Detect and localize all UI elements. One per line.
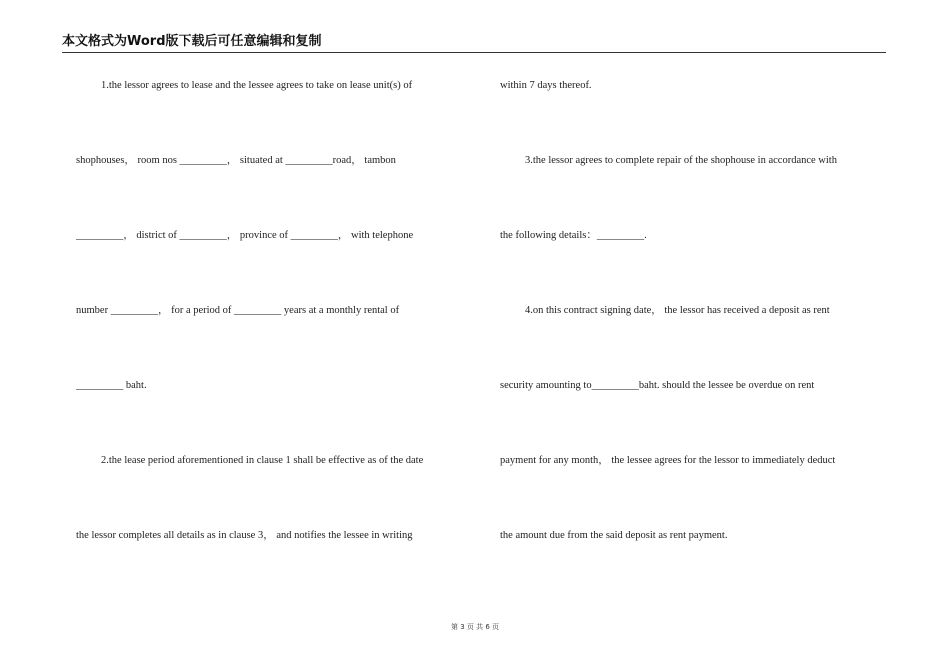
- page-header: [62, 34, 886, 53]
- clause-1-line-5: _________ baht.: [76, 380, 147, 391]
- clause-3-line-1: 3.the lessor agrees to complete repair of the shophouse in accordance with: [525, 155, 837, 166]
- clause-2-line-1: 2.the lease period aforementioned in clause 1 shall be effective as of the date: [101, 455, 424, 466]
- clause-4-line-2: security amounting to_________baht. should the lessee be overdue on rent: [500, 380, 815, 391]
- clause-1-line-2: shophouses， room nos _________， situated at _________road， tambon: [76, 155, 396, 166]
- clause-4-line-1: 4.on this contract signing date， the lessor has received a deposit as rent: [525, 305, 830, 316]
- clause-1-line-1: 1.the lessor agrees to lease and the lessee agrees to take on lease unit(s) of: [101, 80, 413, 91]
- header-title: 本文格式为Word版下载后可任意编辑和复制: [62, 34, 322, 49]
- clause-1-line-4: number _________， for a period of _________ years at a monthly rental of: [76, 305, 400, 316]
- page-number-footer: 第 3 页 共 6 页: [450, 623, 500, 631]
- clause-2-line-3: within 7 days thereof.: [500, 80, 592, 91]
- clause-2-line-2: the lessor completes all details as in clause 3， and notifies the lessee in writing: [76, 530, 413, 541]
- clause-1-line-3: _________， district of _________， province of _________， with telephone: [76, 230, 414, 241]
- clause-3-line-2: the following details：_________.: [500, 230, 647, 241]
- clause-4-line-4: the amount due from the said deposit as rent payment.: [500, 530, 728, 541]
- clause-4-line-3: payment for any month， the lessee agrees for the lessor to immediately deduct: [500, 455, 836, 466]
